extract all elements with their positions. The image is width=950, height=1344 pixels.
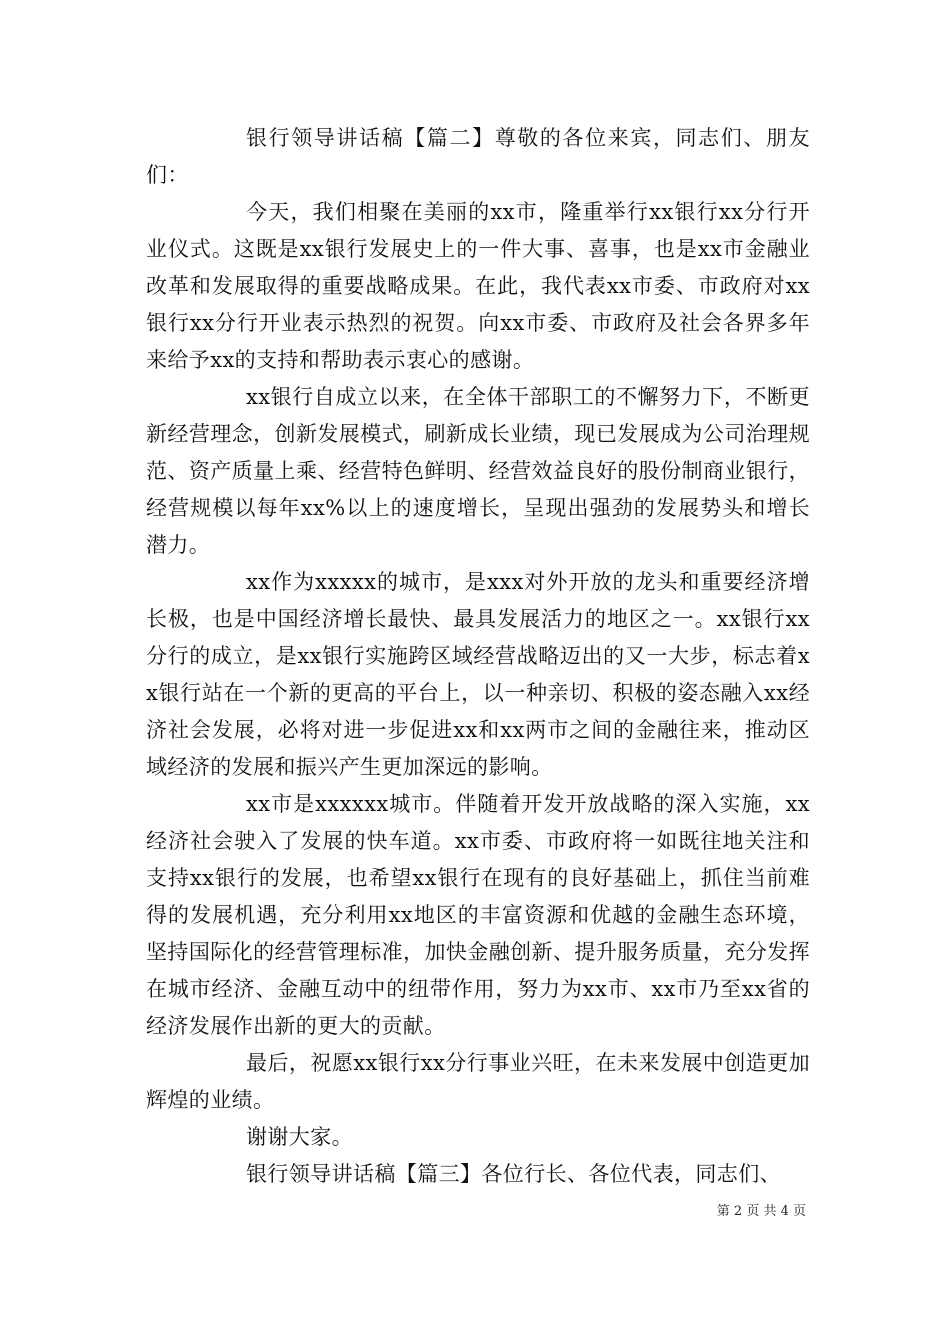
paragraph-heading-part-two: 银行领导讲话稿【篇二】尊敬的各位来宾，同志们、朋友们：	[146, 126, 810, 187]
paragraph-closing-wishes: 最后，祝愿xx银行xx分行事业兴旺，在未来发展中创造更加辉煌的业绩。	[146, 1051, 810, 1112]
paragraph-heading-part-three: 银行领导讲话稿【篇三】各位行长、各位代表，同志们、	[246, 1162, 781, 1186]
paragraph-city-support: xx市是xxxxxx城市。伴随着开发开放战略的深入实施，xx经济社会驶入了发展的快车道。xx市委、市政府将一如既往地关注和支持xx银行的发展，也希望xx银行在现有的良好基础上，抓住当前难得的发展机遇，充分利用xx地区的丰富资源和优越的金融生态环境，坚持国际化的经营管理标准，加快金融创新、提升服务质量，充分发挥在城市经济、金融互动中的纽带作用，努力为xx市、xx市乃至xx省的经济发展作出新的更大的贡献。	[146, 792, 810, 1038]
paragraph-city-role: xx作为xxxxx的城市，是xxx对外开放的龙头和重要经济增长极，也是中国经济增长最快、最具发展活力的地区之一。xx银行xx分行的成立，是xx银行实施跨区域经营战略迈出的又一大步，标志着xx银行站在一个新的更高的平台上，以一种亲切、积极的姿态融入xx经济社会发展，必将对进一步促进xx和xx两市之间的金融往来，推动区域经济的发展和振兴产生更加深远的影响。	[146, 570, 810, 779]
paragraph-thanks: 谢谢大家。	[246, 1125, 353, 1149]
paragraph-bank-history: xx银行自成立以来，在全体干部职工的不懈努力下，不断更新经营理念，创新发展模式，刷新成长业绩，现已发展成为公司治理规范、资产质量上乘、经营特色鲜明、经营效益良好的股份制商业银行，经营规模以每年xx%以上的速度增长，呈现出强劲的发展势头和增长潜力。	[146, 385, 810, 557]
page-number-footer: 第 2 页 共 4 页	[716, 1204, 806, 1219]
document-body	[146, 120, 810, 1193]
paragraph-opening-ceremony: 今天，我们相聚在美丽的xx市，隆重举行xx银行xx分行开业仪式。这既是xx银行发展史上的一件大事、喜事，也是xx市金融业改革和发展取得的重要战略成果。在此，我代表xx市委、市政府对xx银行xx分行开业表示热烈的祝贺。向xx市委、市政府及社会各界多年来给予xx的支持和帮助表示衷心的感谢。	[146, 200, 810, 372]
